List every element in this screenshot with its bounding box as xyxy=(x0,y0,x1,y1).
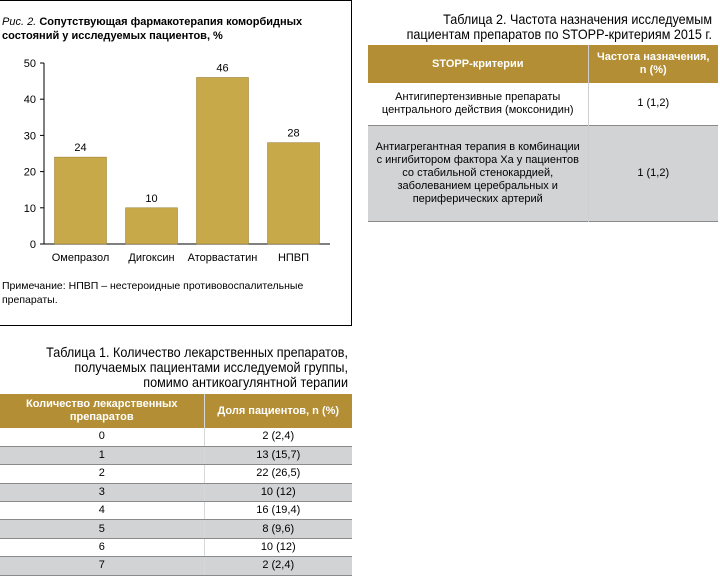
table1-count-cell: 6 xyxy=(0,538,204,556)
table-row xyxy=(368,125,718,221)
category-label: Дигоксин xyxy=(128,252,175,264)
figure-title-text: Сопутствующая фармакотерапия коморбидных состояний у исследуемых пациентов, % xyxy=(2,16,303,42)
bar xyxy=(55,157,107,244)
bar xyxy=(268,143,320,244)
table2-criterion-cell: Антиагрегантная терапия в комбинации с ингибитором фактора Ха у пациентов со стабильной стенокардией, заболеванием церебральных и периферических артерий xyxy=(368,125,588,221)
table2-frequency-cell: 1 (1,2) xyxy=(588,83,718,125)
table-row xyxy=(0,557,352,575)
figure-2 xyxy=(0,0,352,326)
table1-count-cell: 4 xyxy=(0,502,204,520)
table1-count-cell: 1 xyxy=(0,446,204,464)
table1-header-count: Количество лекарственных препаратов xyxy=(0,394,204,428)
table1-share-cell: 2 (2,4) xyxy=(204,428,352,446)
table2-criterion-cell: Антигипертензивные препараты центрального действия (моксонидин) xyxy=(368,83,588,125)
table1-title: Таблица 1. Количество лекарственных препаратов, получаемых пациентами исследуемой группы, помимо антикоагулянтной терапии xyxy=(46,344,349,390)
y-tick-label: 50 xyxy=(23,58,36,70)
table1-share-cell: 22 (26,5) xyxy=(204,465,352,483)
y-tick-label: 20 xyxy=(23,166,36,179)
table1-count-cell: 5 xyxy=(0,520,204,538)
table1-share-cell: 13 (15,7) xyxy=(204,446,352,464)
bar xyxy=(126,208,178,244)
table1-count-cell: 7 xyxy=(0,557,204,575)
category-label: Аторвастатин xyxy=(187,252,258,264)
table1 xyxy=(0,394,352,576)
category-label: НПВП xyxy=(277,252,310,264)
table2 xyxy=(368,45,718,222)
table-row xyxy=(0,446,352,464)
table-row xyxy=(0,502,352,520)
table1-share-cell: 2 (2,4) xyxy=(204,557,352,575)
figure-caption-label: Рис. 2. xyxy=(2,16,37,28)
table2-title: Таблица 2. Частота назначения исследуемым пациентам препаратов по STOPP-критериям 2015 г. xyxy=(406,11,712,42)
data-label: 28 xyxy=(287,127,300,140)
table2-header-frequency: Частота назначения, n (%) xyxy=(588,45,718,83)
data-label: 10 xyxy=(145,192,158,205)
category-label: Омепразол xyxy=(51,252,110,264)
table-row xyxy=(0,483,352,501)
table1-share-cell: 10 (12) xyxy=(204,538,352,556)
table-row xyxy=(368,83,718,125)
y-tick-label: 40 xyxy=(23,94,36,107)
figure-title xyxy=(2,15,342,43)
table2-header-criterion: STOPP-критерии xyxy=(368,45,588,83)
y-tick-label: 10 xyxy=(23,202,36,215)
table1-count-cell: 0 xyxy=(0,428,204,446)
bar xyxy=(197,77,249,244)
table1-header-share: Доля пациентов, n (%) xyxy=(204,394,352,428)
table1-count-cell: 2 xyxy=(0,465,204,483)
table-row xyxy=(0,538,352,556)
table2-frequency-cell: 1 (1,2) xyxy=(588,125,718,221)
data-label: 24 xyxy=(74,142,87,155)
bar-chart xyxy=(0,41,352,281)
table1-share-cell: 10 (12) xyxy=(204,483,352,501)
figure-note: Примечание: НПВП – нестероидные противовоспалительные препараты. xyxy=(2,280,304,306)
y-tick-label: 30 xyxy=(23,130,36,143)
table1-share-cell: 8 (9,6) xyxy=(204,520,352,538)
table1-share-cell: 16 (19,4) xyxy=(204,502,352,520)
data-label: 46 xyxy=(216,62,229,75)
table1-count-cell: 3 xyxy=(0,483,204,501)
table-row xyxy=(0,428,352,446)
table-row xyxy=(0,520,352,538)
table-row xyxy=(0,465,352,483)
y-tick-label: 0 xyxy=(29,239,36,251)
